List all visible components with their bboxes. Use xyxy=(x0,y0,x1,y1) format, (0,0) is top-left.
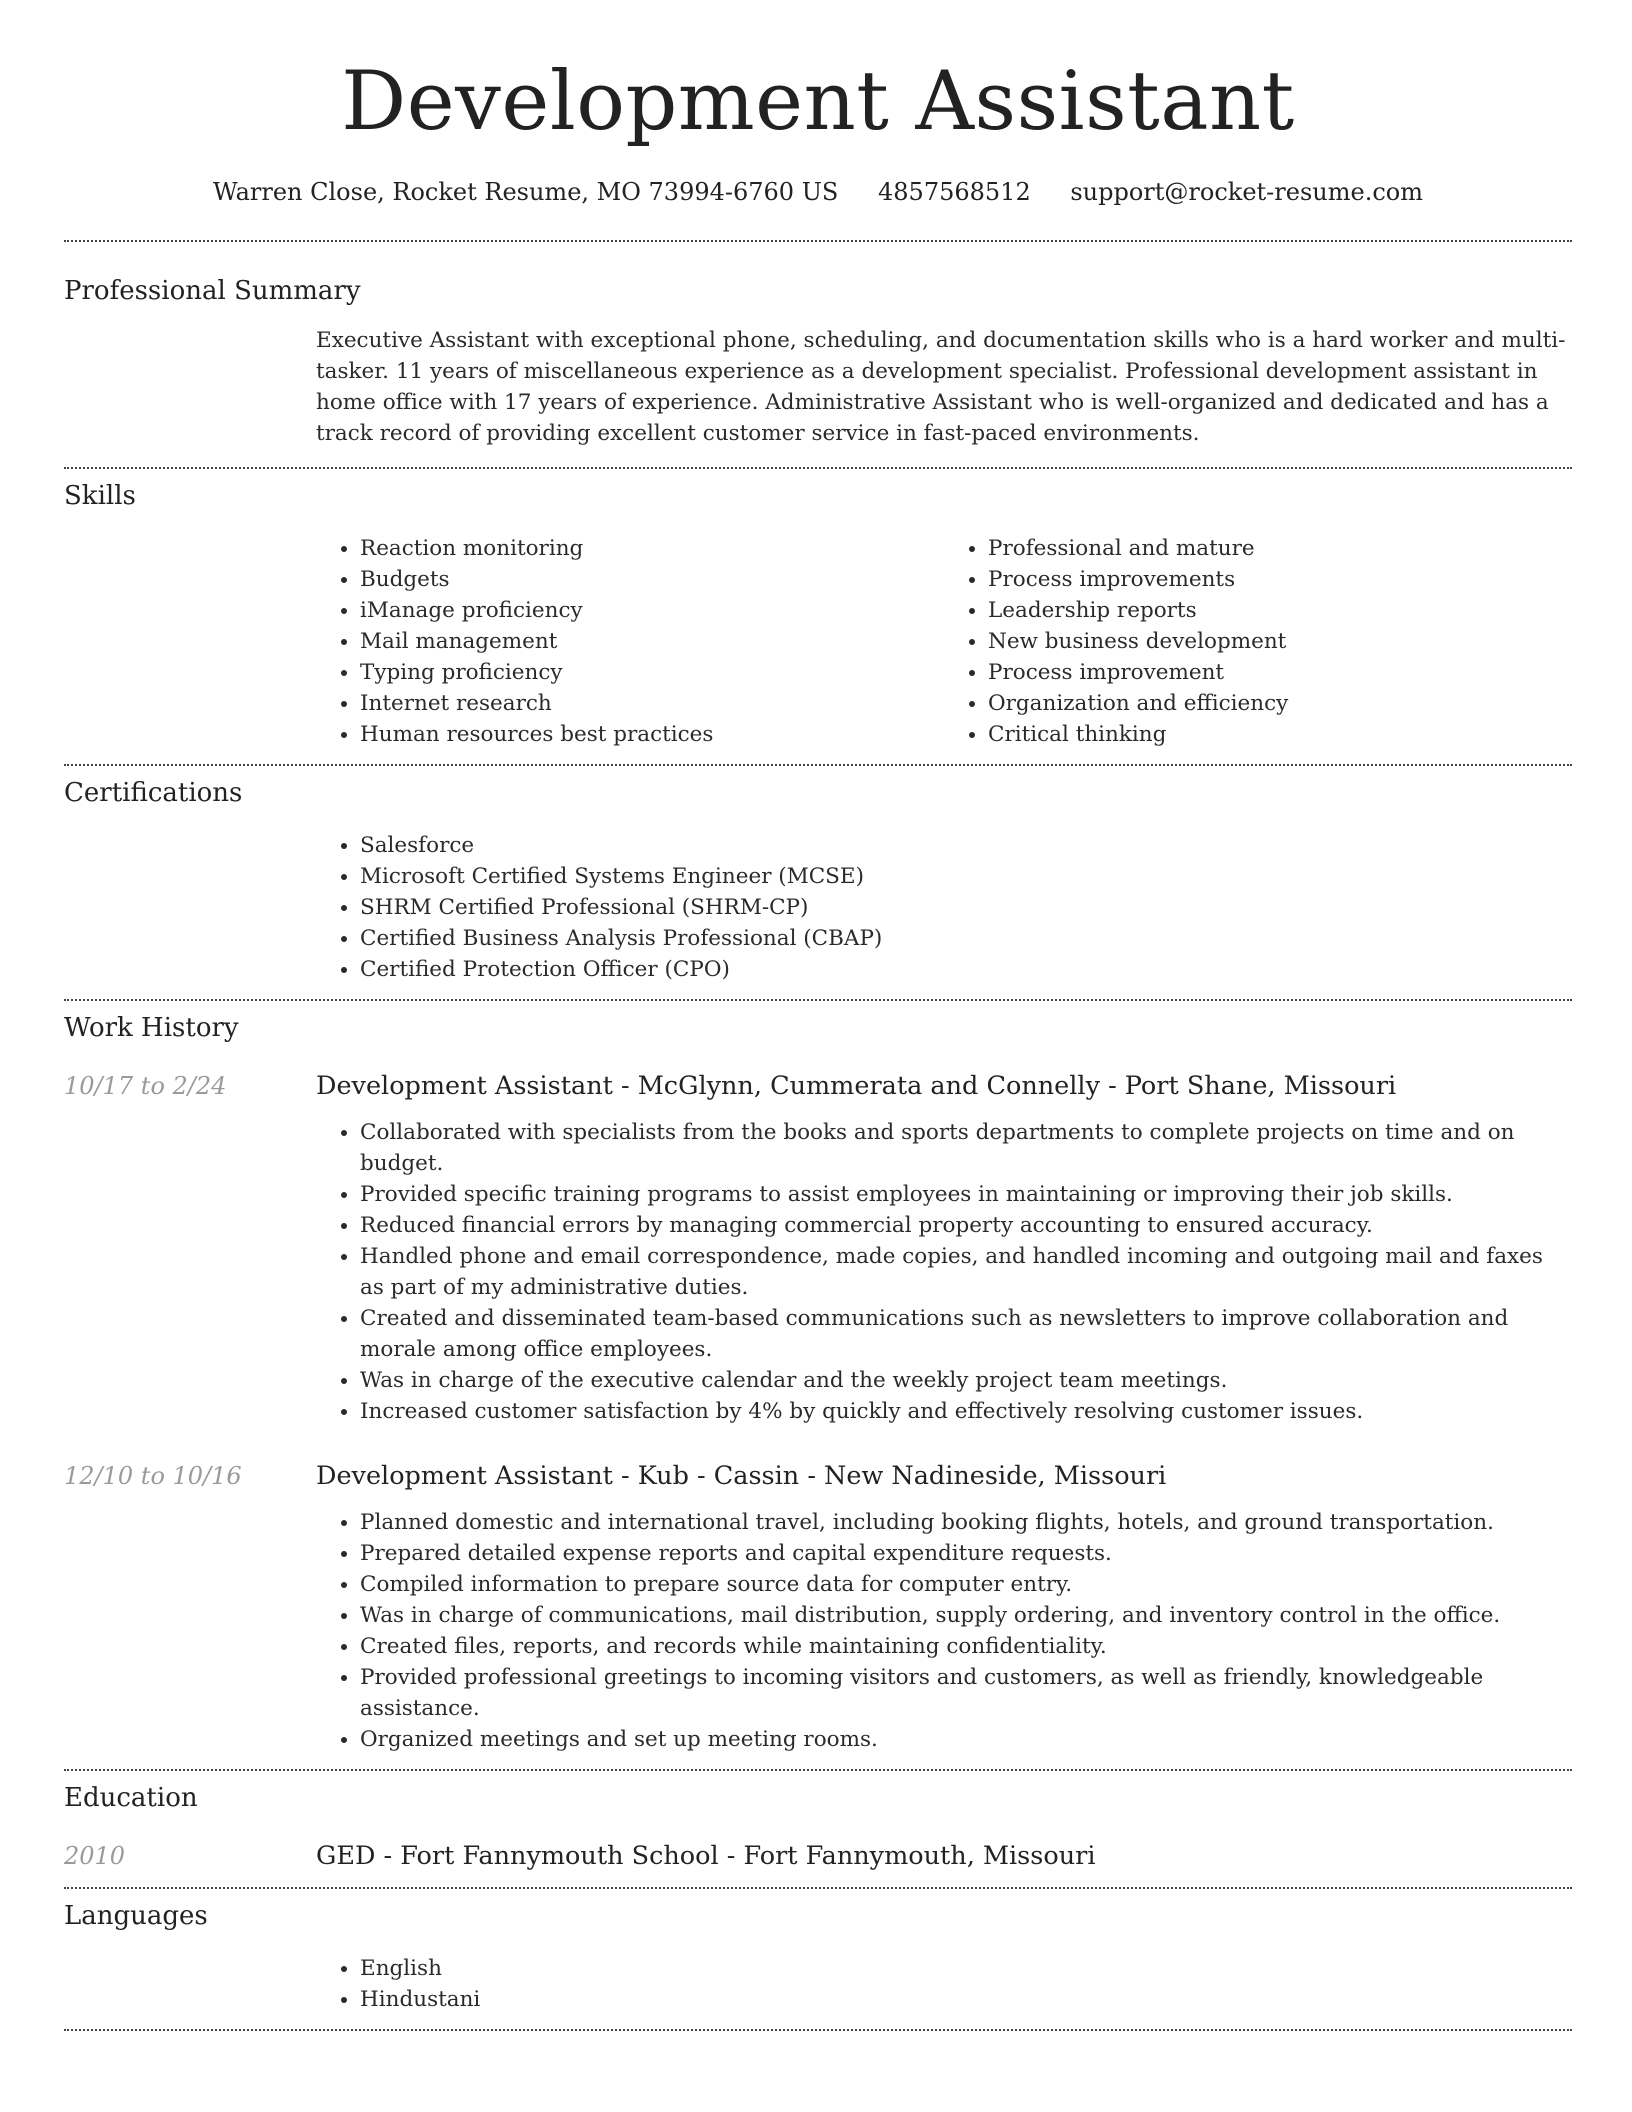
job-header xyxy=(64,1069,1572,1103)
resume-page xyxy=(64,0,1572,2031)
list-item: • Process improvement xyxy=(988,657,1572,688)
job-dates: 10/17 to 2/24 xyxy=(64,1072,227,1100)
section-title-skills: Skills xyxy=(64,481,136,511)
skills-list-right xyxy=(944,533,1572,750)
job-dates: 12/10 to 10/16 xyxy=(64,1462,242,1490)
job-header xyxy=(64,1459,1572,1493)
list-item: • Provided specific training programs to assist employees in maintaining or improving their job skills. xyxy=(360,1179,1572,1210)
list-item: • English xyxy=(360,1953,1572,1984)
list-item: • Organized meetings and set up meeting rooms. xyxy=(360,1724,1572,1755)
list-item: • Organization and efficiency xyxy=(988,688,1572,719)
list-item: • Hindustani xyxy=(360,1984,1572,2015)
list-item: • Typing proficiency xyxy=(360,657,944,688)
list-item: • Salesforce xyxy=(360,830,1572,861)
summary-section xyxy=(64,242,1572,467)
list-item: • New business development xyxy=(988,626,1572,657)
job-bullets xyxy=(316,1507,1572,1755)
list-item: • Was in charge of the executive calendar and the weekly project team meetings. xyxy=(360,1365,1572,1396)
contact-line xyxy=(64,176,1572,208)
list-item: • Reduced financial errors by managing commercial property accounting to ensured accuracy. xyxy=(360,1210,1572,1241)
section-title-summary: Professional Summary xyxy=(64,276,361,306)
list-item: • Certified Business Analysis Professional (CBAP) xyxy=(360,923,1572,954)
candidate-name: Development Assistant xyxy=(341,55,1295,149)
list-item: • Leadership reports xyxy=(988,595,1572,626)
list-item: • Critical thinking xyxy=(988,719,1572,750)
list-item: • Process improvements xyxy=(988,564,1572,595)
list-item: • Provided professional greetings to incoming visitors and customers, as well as friendly, knowledgeable assistance. xyxy=(360,1662,1572,1724)
job-title: Development Assistant - Kub - Cassin - New Nadineside, Missouri xyxy=(316,1461,1167,1491)
list-item: • Professional and mature xyxy=(988,533,1572,564)
job-body xyxy=(316,1117,1572,1427)
education-degree: GED - Fort Fannymouth School - Fort Fannymouth, Missouri xyxy=(316,1841,1096,1871)
job-body xyxy=(316,1507,1572,1755)
divider xyxy=(64,2029,1572,2031)
list-item: • Reaction monitoring xyxy=(360,533,944,564)
skills-columns xyxy=(316,533,1572,750)
section-title-languages: Languages xyxy=(64,1901,208,1931)
education-entry xyxy=(64,1839,1572,1873)
certifications-body xyxy=(316,830,1572,985)
list-item: • iManage proficiency xyxy=(360,595,944,626)
education-year: 2010 xyxy=(64,1842,126,1870)
section-title-work: Work History xyxy=(64,1013,239,1043)
list-item: • SHRM Certified Professional (SHRM-CP) xyxy=(360,892,1572,923)
certifications-section xyxy=(64,766,1572,999)
languages-body xyxy=(316,1953,1572,2015)
section-title-education: Education xyxy=(64,1783,198,1813)
work-section xyxy=(64,1001,1572,1769)
job-entry xyxy=(64,1459,1572,1755)
list-item: • Created and disseminated team-based communications such as newsletters to improve collaboration and morale among office employees. xyxy=(360,1303,1572,1365)
list-item: • Mail management xyxy=(360,626,944,657)
section-title-certifications: Certifications xyxy=(64,778,243,808)
contact-address: Warren Close, Rocket Resume, MO 73994-6760 US xyxy=(213,178,839,206)
list-item: • Internet research xyxy=(360,688,944,719)
list-item: • Handled phone and email correspondence, made copies, and handled incoming and outgoing mail and faxes as part of my administrative duties. xyxy=(360,1241,1572,1303)
certifications-list xyxy=(316,830,1572,985)
list-item: • Planned domestic and international travel, including booking flights, hotels, and ground transportation. xyxy=(360,1507,1572,1538)
education-section xyxy=(64,1771,1572,1887)
skills-list-left xyxy=(316,533,944,750)
summary-text: Executive Assistant with exceptional phone, scheduling, and documentation skills who is a hard worker and multi-tasker. 11 years of miscellaneous experience as a development specialist. Professional development assistant in home office with 17 years of experience. Administrative Assistant who is well-organized and dedicated and has a track record of providing excellent customer service in fast-paced environments. xyxy=(316,328,1566,446)
languages-list xyxy=(316,1953,1572,2015)
list-item: • Microsoft Certified Systems Engineer (MCSE) xyxy=(360,861,1572,892)
contact-email: support@rocket-resume.com xyxy=(1070,178,1423,206)
list-item: • Increased customer satisfaction by 4% by quickly and effectively resolving customer issues. xyxy=(360,1396,1572,1427)
list-item: • Prepared detailed expense reports and capital expenditure requests. xyxy=(360,1538,1572,1569)
summary-body xyxy=(316,325,1572,449)
list-item: • Created files, reports, and records while maintaining confidentiality. xyxy=(360,1631,1572,1662)
list-item: • Human resources best practices xyxy=(360,719,944,750)
job-bullets xyxy=(316,1117,1572,1427)
list-item: • Collaborated with specialists from the books and sports departments to complete projects on time and on budget. xyxy=(360,1117,1572,1179)
list-item: • Was in charge of communications, mail distribution, supply ordering, and inventory control in the office. xyxy=(360,1600,1572,1631)
list-item: • Compiled information to prepare source data for computer entry. xyxy=(360,1569,1572,1600)
skills-section xyxy=(64,469,1572,764)
languages-section xyxy=(64,1889,1572,2029)
contact-phone: 4857568512 xyxy=(878,178,1031,206)
job-title: Development Assistant - McGlynn, Cummerata and Connelly - Port Shane, Missouri xyxy=(316,1071,1397,1101)
job-entry xyxy=(64,1069,1572,1427)
list-item: • Certified Protection Officer (CPO) xyxy=(360,954,1572,985)
list-item: • Budgets xyxy=(360,564,944,595)
